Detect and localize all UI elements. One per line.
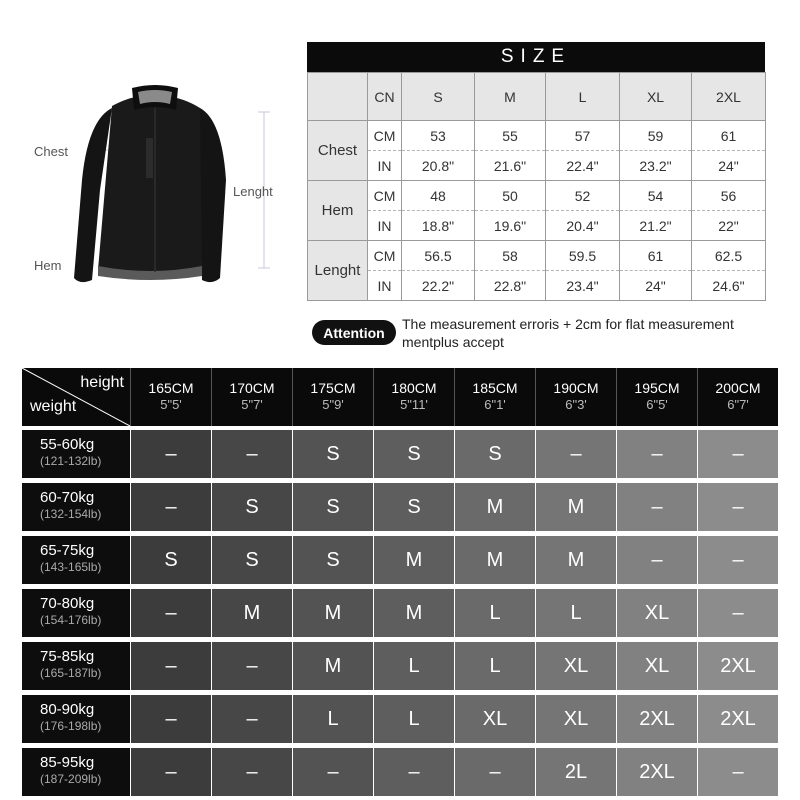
height-cm: 165CM [148,380,194,396]
size-cell: – [698,748,778,796]
size-cell: L [455,642,535,690]
size-cell: – [617,483,697,531]
hem-cm-l: 52 [546,181,620,211]
length-cm-xl: 61 [620,241,692,271]
size-cell: M [455,536,535,584]
height-cm: 175CM [310,380,356,396]
weight-kg: 85-95kg [40,754,95,771]
size-cell: – [212,430,292,478]
weight-row-4 [22,642,130,690]
size-cell: – [374,748,454,796]
size-header-xl: XL [620,73,692,121]
size-cell: S [374,483,454,531]
size-cell: 2XL [617,748,697,796]
height-ft: 5"7' [241,397,263,412]
hem-in-l: 20.4" [546,211,620,241]
size-cell: 2XL [617,695,697,743]
chest-in-xl: 23.2" [620,151,692,181]
height-col-6 [616,368,697,426]
size-cell: – [131,642,211,690]
weight-row-0 [22,430,130,478]
height-ft: 5"11' [400,397,428,412]
size-header-l: L [546,73,620,121]
hem-in-2xl: 22" [692,211,766,241]
size-cell: – [293,748,373,796]
size-cell: 2L [536,748,616,796]
hem-label: Hem [34,258,62,273]
size-cell: 2XL [698,642,778,690]
hem-in-unit: IN [368,211,402,241]
size-cell: L [455,589,535,637]
size-cell: S [293,483,373,531]
attention-badge: Attention [312,320,396,345]
length-in-unit: IN [368,271,402,301]
weight-lb: (165-187lb) [40,666,102,680]
corner-weight-label: weight [30,398,77,415]
size-cell: – [698,536,778,584]
height-cm: 200CM [715,380,761,396]
height-cm: 195CM [634,380,680,396]
hem-in-xl: 21.2" [620,211,692,241]
height-col-2 [292,368,373,426]
weight-kg: 70-80kg [40,595,95,612]
size-cell: – [698,483,778,531]
hem-cm-2xl: 56 [692,181,766,211]
chest-in-2xl: 24" [692,151,766,181]
hem-in-m: 19.6" [475,211,546,241]
hem-row-label: Hem [308,181,368,241]
weight-row-2 [22,536,130,584]
corner-cell [308,73,368,121]
weight-lb: (132-154lb) [40,507,102,521]
height-col-4 [454,368,535,426]
chest-cm-l: 57 [546,121,620,151]
height-cm: 170CM [229,380,275,396]
height-ft: 6"1' [484,397,506,412]
weight-lb: (143-165lb) [40,560,102,574]
length-label: Lenght [233,184,273,199]
size-grid [307,72,766,301]
size-cell: M [536,536,616,584]
size-cell: M [374,536,454,584]
height-cm: 185CM [472,380,518,396]
size-cell: – [131,748,211,796]
size-cell: – [212,748,292,796]
chest-cm-s: 53 [402,121,475,151]
size-cell: – [212,642,292,690]
chest-row-label: Chest [308,121,368,181]
size-cell: XL [617,642,697,690]
size-cell: M [374,589,454,637]
height-cm: 190CM [553,380,599,396]
height-ft: 5"9' [322,397,344,412]
size-header-2xl: 2XL [692,73,766,121]
size-cell: M [293,589,373,637]
weight-row-6 [22,748,130,796]
size-cell: S [293,430,373,478]
size-cell: – [131,695,211,743]
size-cell: M [455,483,535,531]
size-cell: XL [536,695,616,743]
size-table [307,42,765,300]
hem-cm-unit: CM [368,181,402,211]
size-cell: M [293,642,373,690]
length-in-2xl: 24.6" [692,271,766,301]
weight-row-3 [22,589,130,637]
size-cell: – [455,748,535,796]
size-cell: – [131,589,211,637]
length-cm-m: 58 [475,241,546,271]
chest-cm-m: 55 [475,121,546,151]
size-cell: – [617,536,697,584]
height-weight-chart [22,368,780,784]
length-in-xl: 24" [620,271,692,301]
size-table-title: SIZE [307,42,765,72]
size-cell: S [212,483,292,531]
size-cell: – [131,430,211,478]
height-col-5 [535,368,616,426]
chest-cm-unit: CM [368,121,402,151]
size-cell: S [131,536,211,584]
weight-lb: (176-198lb) [40,719,102,733]
size-cell: S [374,430,454,478]
length-in-s: 22.2" [402,271,475,301]
chest-in-unit: IN [368,151,402,181]
length-cm-unit: CM [368,241,402,271]
weight-row-1 [22,483,130,531]
weight-kg: 75-85kg [40,648,95,665]
size-cell: XL [455,695,535,743]
height-ft: 6"3' [565,397,587,412]
length-cm-l: 59.5 [546,241,620,271]
height-ft: 6"7' [727,397,749,412]
size-cell: – [131,483,211,531]
weight-lb: (154-176lb) [40,613,102,627]
size-cell: – [698,430,778,478]
length-cm-s: 56.5 [402,241,475,271]
weight-kg: 80-90kg [40,701,95,718]
hw-corner [22,368,130,426]
size-cell: L [293,695,373,743]
height-col-3 [373,368,454,426]
weight-lb: (187-209lb) [40,772,102,786]
size-cell: L [536,589,616,637]
size-cell: M [536,483,616,531]
cn-label: CN [368,73,402,121]
size-cell: S [455,430,535,478]
size-cell: XL [536,642,616,690]
chest-in-l: 22.4" [546,151,620,181]
length-row-label: Lenght [308,241,368,301]
size-header-m: M [475,73,546,121]
weight-row-5 [22,695,130,743]
size-cell: – [536,430,616,478]
hem-cm-s: 48 [402,181,475,211]
hem-cm-xl: 54 [620,181,692,211]
size-cell: L [374,695,454,743]
corner-height-label: height [80,374,124,391]
height-ft: 5"5' [160,397,182,412]
attention-text: The measurement erroris + 2cm for flat measurement mentplus accept [402,316,734,350]
weight-kg: 60-70kg [40,489,95,506]
hem-cm-m: 50 [475,181,546,211]
size-cell: L [374,642,454,690]
height-cm: 180CM [391,380,437,396]
height-ft: 6"5' [646,397,668,412]
size-cell: – [617,430,697,478]
size-header-s: S [402,73,475,121]
weight-kg: 65-75kg [40,542,95,559]
chest-label: Chest [34,144,68,159]
chest-cm-xl: 59 [620,121,692,151]
size-cell: – [212,695,292,743]
size-cell: – [698,589,778,637]
chest-in-m: 21.6" [475,151,546,181]
weight-kg: 55-60kg [40,436,95,453]
chest-in-s: 20.8" [402,151,475,181]
length-cm-2xl: 62.5 [692,241,766,271]
chest-cm-2xl: 61 [692,121,766,151]
size-cell: 2XL [698,695,778,743]
height-col-1 [211,368,292,426]
size-cell: S [212,536,292,584]
size-cell: S [293,536,373,584]
length-in-l: 23.4" [546,271,620,301]
length-in-m: 22.8" [475,271,546,301]
weight-lb: (121-132lb) [40,454,102,468]
height-col-7 [697,368,778,426]
size-cell: M [212,589,292,637]
height-col-0 [130,368,211,426]
hem-in-s: 18.8" [402,211,475,241]
size-cell: XL [617,589,697,637]
